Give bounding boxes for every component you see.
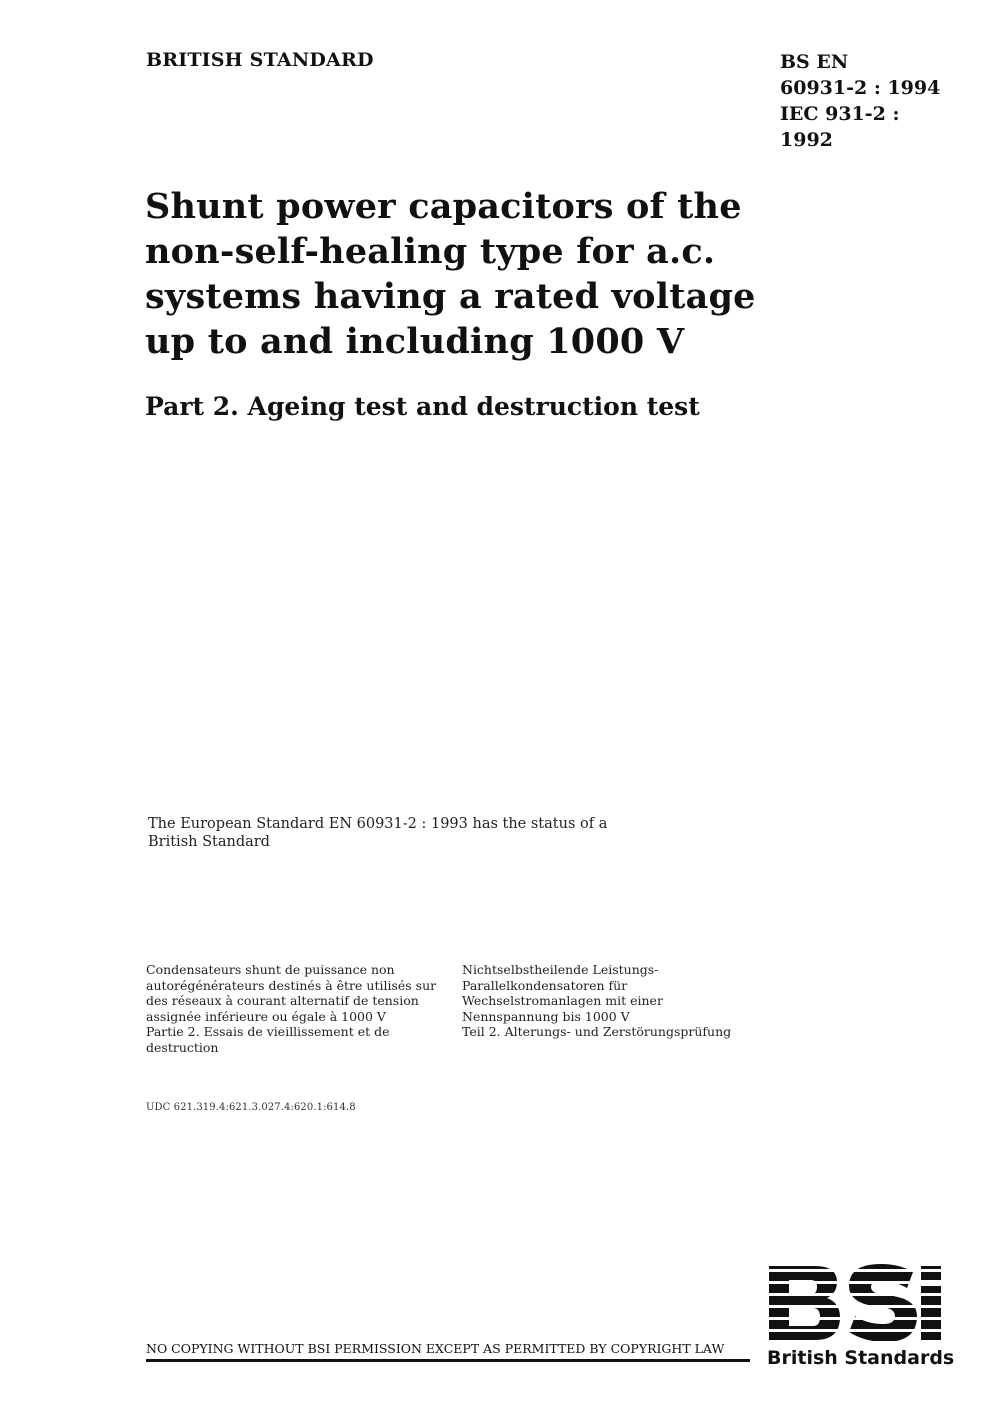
title-line: Shunt power capacitors of the [145, 186, 742, 227]
title-line: up to and including 1000 V [145, 321, 685, 362]
udc-classification: UDC 621.319.4:621.3.027.4:620.1:614.8 [146, 1102, 356, 1113]
german-title-line: Nichtselbstheilende Leistungs- [462, 962, 659, 977]
standard-number-line: IEC 931-2 : [780, 103, 900, 125]
german-title-line: Teil 2. Alterungs- und Zerstörungsprüfung [462, 1024, 732, 1039]
status-line: British Standard [148, 834, 270, 850]
french-title-line: autorégénérateurs destinés à être utilisés sur [146, 977, 437, 993]
german-title [462, 962, 731, 1040]
bsi-logo-caption: British Standards [767, 1347, 955, 1369]
german-title-line: Wechselstromanlagen mit einer [462, 993, 663, 1008]
french-title-line: destruction [146, 1039, 219, 1055]
french-title-line: assignée inférieure ou égale à 1000 V [146, 1008, 386, 1024]
german-title-line: Nennspannung bis 1000 V [462, 1008, 630, 1024]
document-subtitle: Part 2. Ageing test and destruction test [145, 392, 700, 421]
title-line: systems having a rated voltage [145, 276, 756, 317]
document-type-label: BRITISH STANDARD [146, 49, 374, 71]
status-statement [148, 815, 607, 851]
french-title-line: Partie 2. Essais de vieillissement et de [146, 1024, 390, 1039]
standard-number-line: 1992 [780, 129, 833, 151]
bsi-logo-mark [765, 1262, 945, 1341]
standard-number-line: BS EN [780, 51, 849, 73]
french-title-line: des réseaux à courant alternatif de tension [146, 993, 419, 1008]
german-title-line: Parallelkondensatoren für [462, 977, 628, 993]
title-line: non-self-healing type for a.c. [145, 231, 716, 272]
copyright-notice: NO COPYING WITHOUT BSI PERMISSION EXCEPT AS PERMITTED BY COPYRIGHT LAW [146, 1341, 750, 1362]
french-title-line: Condensateurs shunt de puissance non [146, 962, 395, 977]
status-line: The European Standard EN 60931-2 : 1993 has the status of a [148, 816, 608, 832]
standard-number-line: 60931-2 : 1994 [780, 77, 941, 99]
document-title [145, 184, 785, 364]
french-title [146, 962, 436, 1055]
standard-number-block [780, 49, 940, 153]
